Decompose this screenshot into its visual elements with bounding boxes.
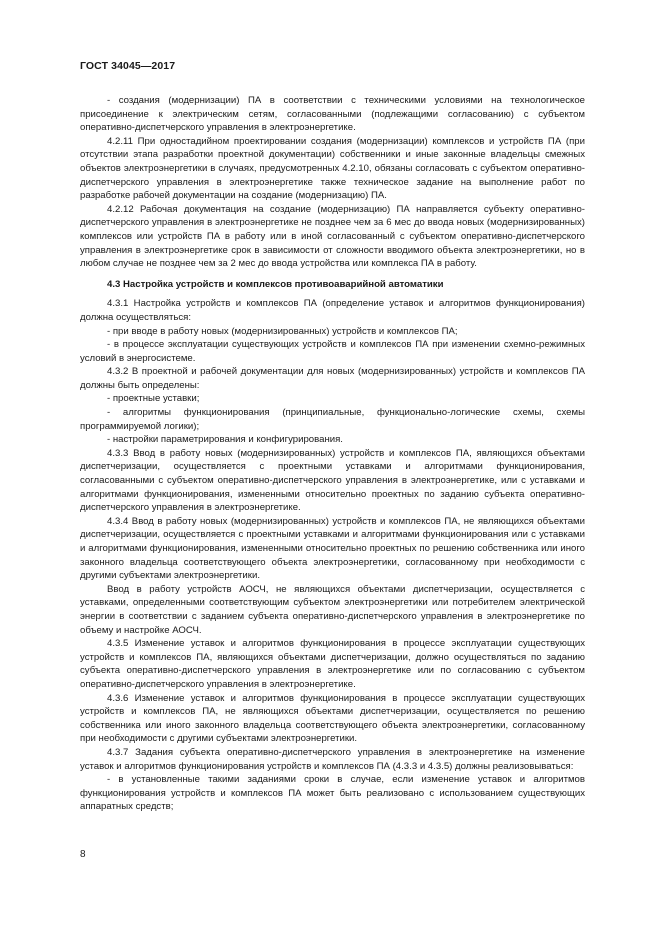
list-item: - в установленные такими заданиями сроки в случае, если изменение уставок и алгоритмов функционирования устройств и комплексов ПА может быть реализовано с использованием существующих аппаратных средств; bbox=[80, 774, 585, 813]
paragraph: 4.3.3 Ввод в работу новых (модернизированных) устройств и комплексов ПА, являющихся объектами диспетчеризации, осуществляется с проектными уставками и алгоритмами функционирования, согласованными с субъектом оперативно-диспетчерского управления в электроэнергетике, или с уставками и алгоритмами функционирования, измененными относительно проектных по заданию субъекта оперативно-диспетчерского управления в электроэнергетике. bbox=[80, 447, 585, 514]
document-header: ГОСТ 34045—2017 bbox=[80, 60, 176, 72]
list-item: - при вводе в работу новых (модернизированных) устройств и комплексов ПА; bbox=[107, 325, 458, 337]
list-item: - алгоритмы функционирования (принципиальные, функционально-логические схемы, схемы программируемой логики); bbox=[80, 407, 585, 432]
paragraph: 4.3.5 Изменение уставок и алгоритмов функционирования в процессе эксплуатации существующих устройств и комплексов ПА, являющихся объектами диспетчеризации, должно осуществляться по заданию субъекта оперативно-диспетчерского управления в электроэнергетике или по согласованию с субъектом оперативно-диспетчерского управления в электроэнергетике. bbox=[80, 638, 585, 690]
paragraph: 4.3.7 Задания субъекта оперативно-диспетчерского управления в электроэнергетике на изменение уставок и алгоритмов функционирования устройств и комплексов ПА (4.3.3 и 4.3.5) должны реализовываться: bbox=[80, 746, 585, 772]
list-item: - проектные уставки; bbox=[107, 393, 200, 405]
paragraph: Ввод в работу устройств АОСЧ, не являющихся объектами диспетчеризации, осуществляется с уставками, определенными соответствующим субъектом электроэнергетики или потребителем электрической энергии в соответствии с заданием субъекта оперативно-диспетчерского управления в электроэнергетике по объему и настройке АОСЧ. bbox=[80, 583, 585, 636]
paragraph: - создания (модернизации) ПА в соответствии с техническими условиями на технологическое присоединение к электрическим сетям, согласованными (подлежащими согласованию) с субъектом оперативно-диспетчерского управления в электроэнергетике. bbox=[80, 95, 585, 134]
document-body bbox=[80, 94, 585, 814]
paragraph: 4.3.1 Настройка устройств и комплексов ПА (определение уставок и алгоритмов функционирования) должна осуществляться: bbox=[80, 298, 585, 323]
paragraph: 4.3.4 Ввод в работу новых (модернизированных) устройств и комплексов ПА, не являющихся объектами диспетчеризации, осуществляется с проектными уставками и алгоритмами функционирования или с уставками и алгоритмами функционирования, измененными относительно проектных по решению собственника или иного законного владельца соответствующего объекта электроэнергетики, согласованному при необходимости с другими субъектами электроэнергетики. bbox=[80, 515, 585, 582]
paragraph: 4.2.12 Рабочая документация на создание (модернизацию) ПА направляется субъекту оперативно-диспетчерского управления в электроэнергетике не позднее чем за 6 мес до ввода новых (модернизированных) комплексов или устройств ПА в работу или в иной согласованный с субъектом оперативно-диспетчерского управления в электроэнергетике срок в зависимости от сложности вводимого объекта электроэнергетики, но в любом случае не позднее чем за 2 мес до ввода устройства или комплекса ПА в работу. bbox=[80, 203, 585, 270]
list-item: - в процессе эксплуатации существующих устройств и комплексов ПА при изменении схемно-режимных условий в энергосистеме. bbox=[80, 339, 585, 364]
paragraph: 4.2.11 При одностадийном проектировании создания (модернизации) комплексов и устройств ПА (при отсутствии этапа разработки проектной документации) собственники и иные законные владельцы смежных объектов электроэнергетики в случаях, предусмотренных 4.2.10, обязаны согласовать с субъектом оперативно-диспетчерского управления в электроэнергетике также техническое задание на выполнение работ по разработке рабочей документации на создание (модернизацию) ПА. bbox=[80, 135, 585, 202]
list-item: - настройки параметрирования и конфигурирования. bbox=[107, 434, 343, 446]
paragraph: 4.3.6 Изменение уставок и алгоритмов функционирования в процессе эксплуатации существующих устройств и комплексов ПА, не являющихся объектами диспетчеризации, осуществляется по решению собственника или иного законного владельца соответствующего объекта электроэнергетики, согласованному при необходимости с другими субъектами электроэнергетики. bbox=[80, 692, 585, 745]
page-number: 8 bbox=[80, 849, 86, 860]
section-heading: 4.3 Настройка устройств и комплексов противоаварийной автоматики bbox=[107, 278, 444, 290]
paragraph: 4.3.2 В проектной и рабочей документации для новых (модернизированных) устройств и комплексов ПА должны быть определены: bbox=[80, 366, 585, 391]
